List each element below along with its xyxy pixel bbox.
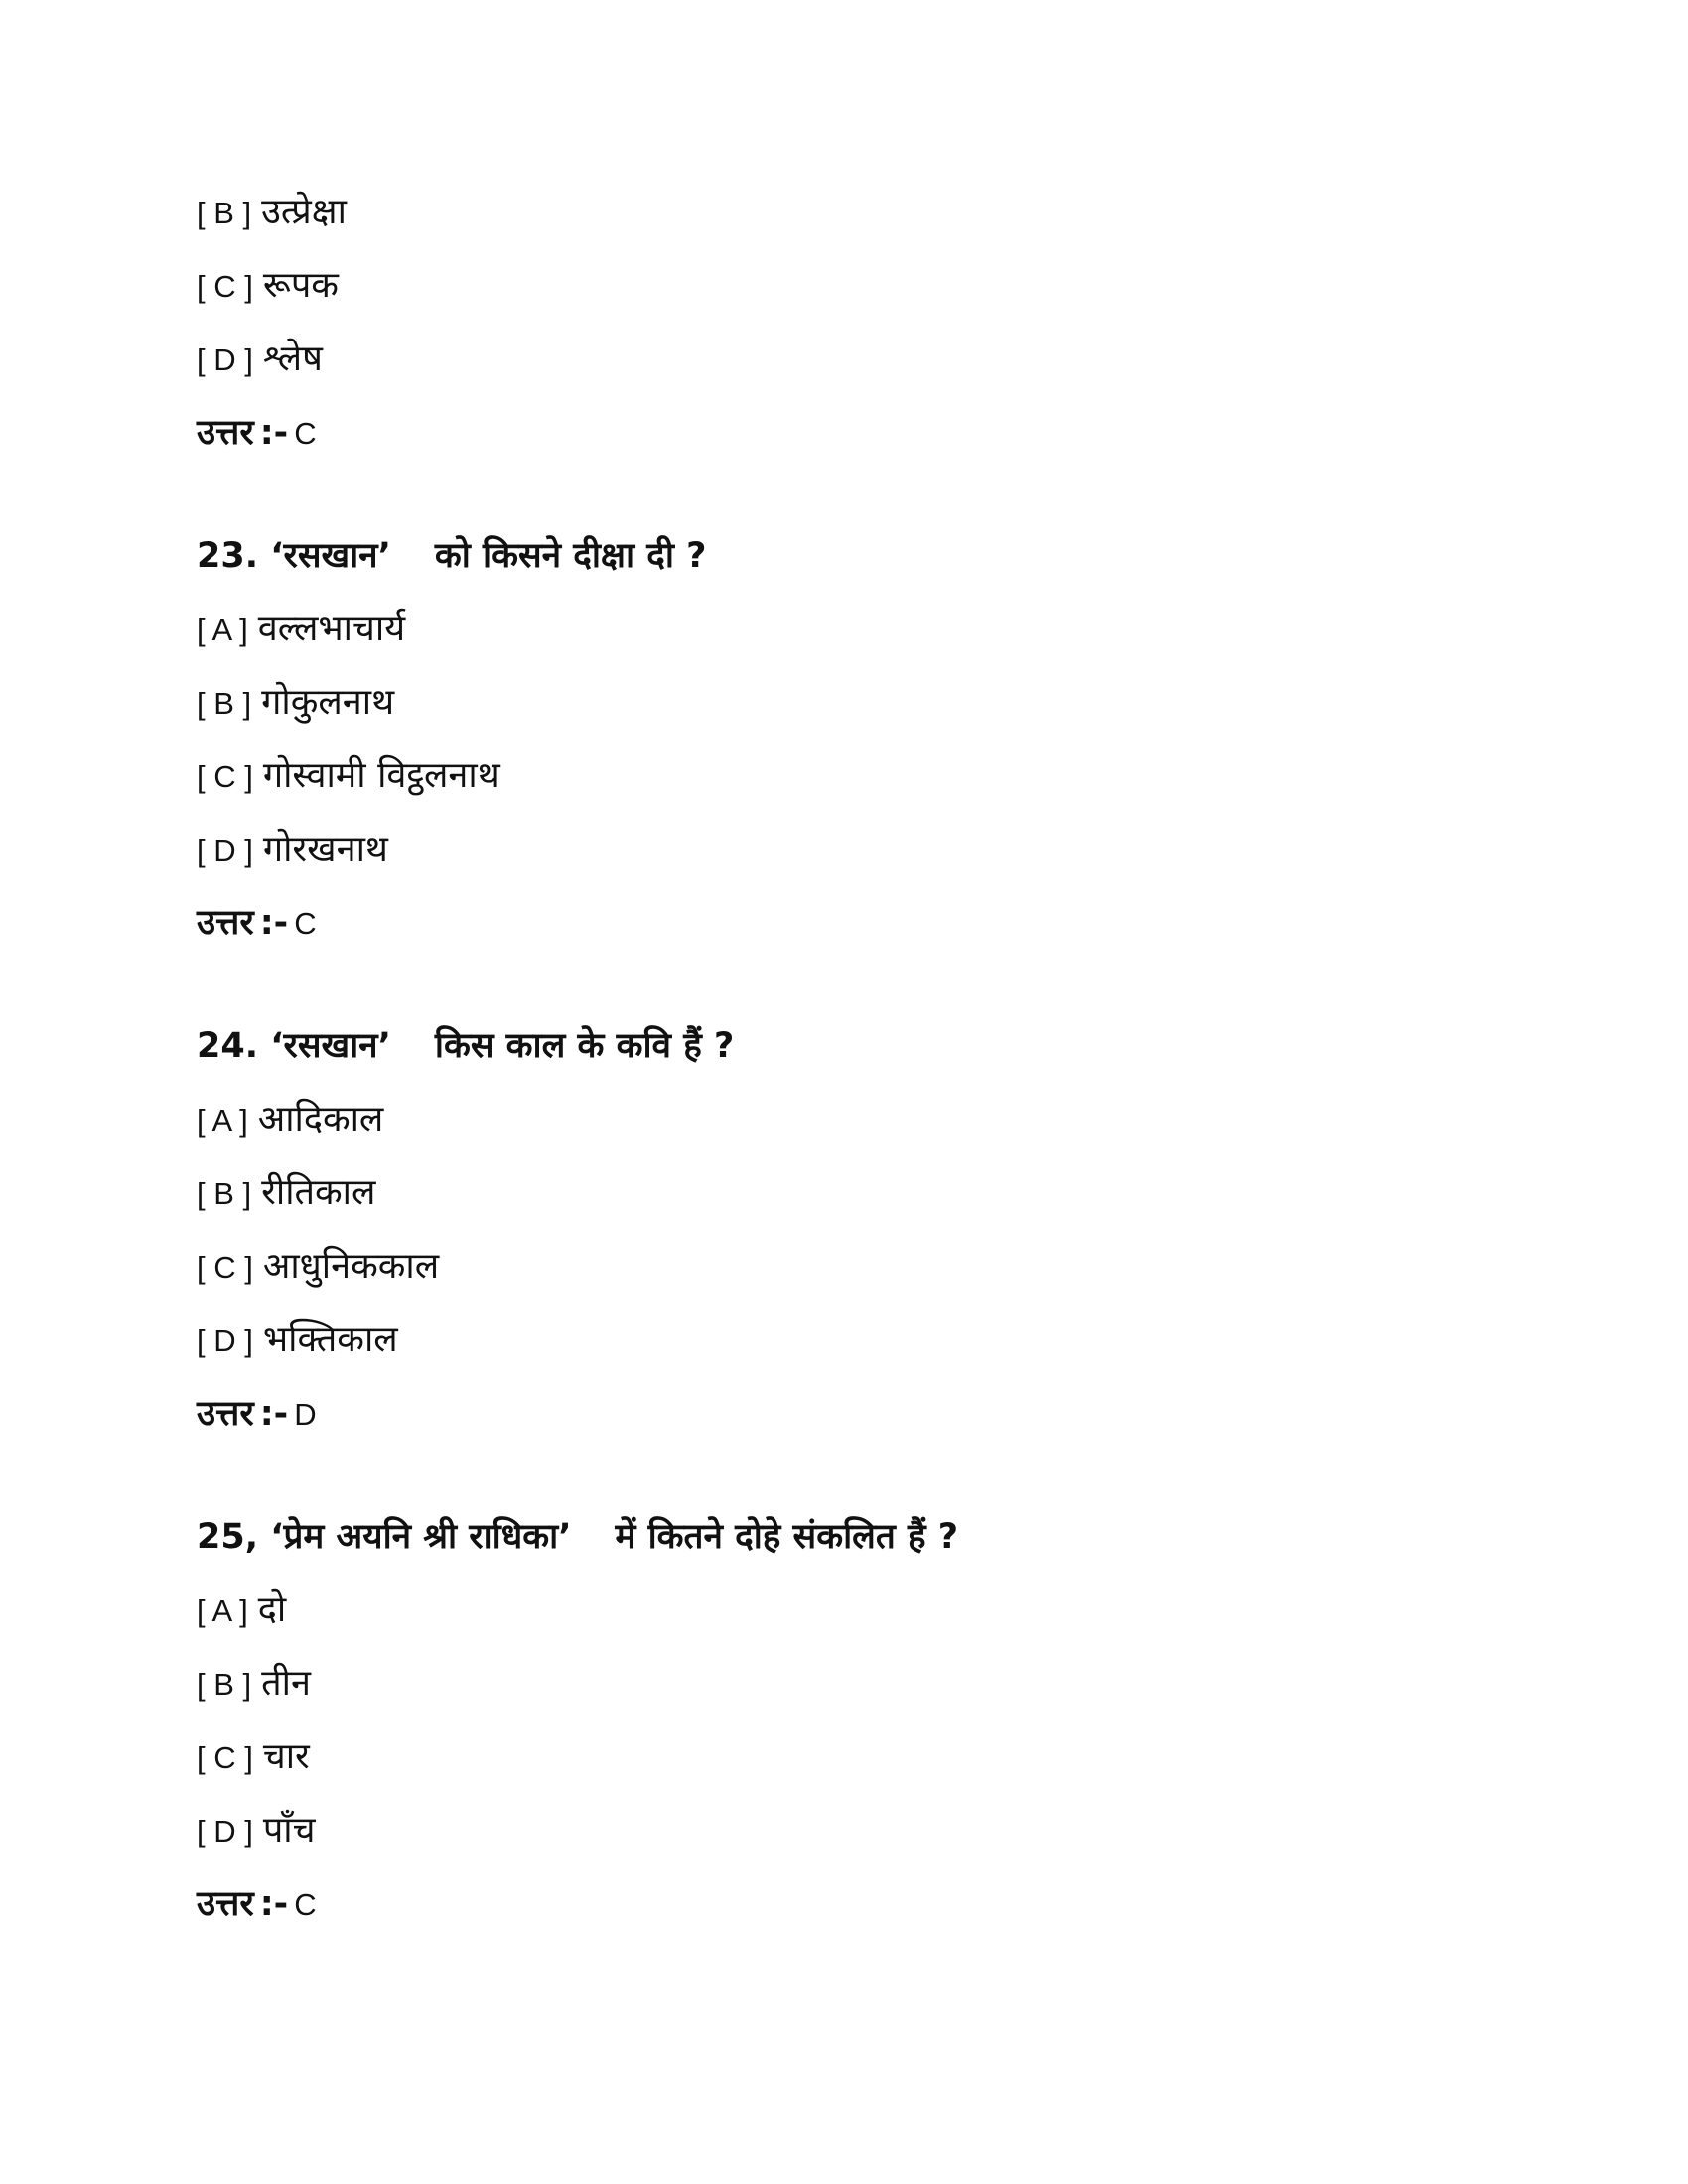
option-text: श्लेष <box>262 339 323 379</box>
option-line <box>197 1733 1487 1807</box>
option-line <box>197 1096 1487 1169</box>
spacer <box>197 1463 1487 1513</box>
option-key: [ C ] <box>197 759 253 794</box>
answer-label: उत्तर <box>197 903 254 943</box>
option-key: [ B ] <box>197 196 252 230</box>
answer-line <box>197 899 1487 973</box>
answer-value: C <box>294 1887 317 1922</box>
question-number: 24. <box>197 1026 259 1066</box>
answer-line <box>197 1390 1487 1463</box>
option-key: [ B ] <box>197 1667 252 1702</box>
option-line <box>197 1660 1487 1733</box>
option-text: रीतिकाल <box>261 1172 376 1213</box>
option-text: तीन <box>261 1663 311 1704</box>
option-key: [ C ] <box>197 269 253 304</box>
option-key: [ A ] <box>197 1103 248 1138</box>
option-line <box>197 1169 1487 1243</box>
option-line <box>197 1586 1487 1660</box>
answer-value: D <box>294 1397 317 1432</box>
spacer <box>197 973 1487 1023</box>
option-line <box>197 679 1487 752</box>
question-text: किस काल के कवि हैं ? <box>434 1026 735 1066</box>
answer-line <box>197 1880 1487 1954</box>
question-quoted-term: ‘रसखान’ <box>270 1026 391 1066</box>
question-block-23 <box>197 532 1487 973</box>
question-heading <box>197 1023 1487 1096</box>
spacer <box>197 482 1487 532</box>
answer-label: उत्तर <box>197 1394 254 1433</box>
option-line <box>197 1243 1487 1316</box>
option-text: गोरखनाथ <box>262 829 388 870</box>
option-text: आदिकाल <box>257 1099 384 1140</box>
answer-value: C <box>294 416 317 451</box>
question-block-24 <box>197 1023 1487 1463</box>
question-number: 23. <box>197 536 259 576</box>
answer-line <box>197 409 1487 482</box>
option-line <box>197 606 1487 679</box>
option-key: [ D ] <box>197 1323 253 1358</box>
question-text: को किसने दीक्षा दी ? <box>434 536 707 576</box>
answer-separator: :- <box>259 1394 289 1433</box>
option-text: चार <box>262 1736 310 1777</box>
option-text: रूपक <box>262 265 339 306</box>
option-text: वल्लभाचार्य <box>257 609 406 649</box>
option-line <box>197 826 1487 899</box>
option-text: आधुनिककाल <box>262 1246 440 1287</box>
document-page <box>197 189 1487 1954</box>
question-heading <box>197 1513 1487 1586</box>
option-text: दो <box>257 1589 287 1630</box>
option-key: [ D ] <box>197 833 253 868</box>
answer-label: उत्तर <box>197 413 254 453</box>
option-key: [ B ] <box>197 1176 252 1211</box>
option-text: भक्तिकाल <box>262 1319 398 1360</box>
option-line <box>197 1316 1487 1390</box>
prev-question-block <box>197 189 1487 482</box>
answer-separator: :- <box>259 903 289 943</box>
option-key: [ A ] <box>197 1593 248 1628</box>
option-line <box>197 1807 1487 1880</box>
option-line <box>197 752 1487 826</box>
question-quoted-term: ‘रसखान’ <box>270 536 391 576</box>
answer-label: उत्तर <box>197 1884 254 1924</box>
question-heading <box>197 532 1487 606</box>
option-key: [ C ] <box>197 1250 253 1285</box>
option-line <box>197 262 1487 336</box>
option-key: [ D ] <box>197 1814 253 1848</box>
question-number: 25, <box>197 1517 259 1557</box>
question-text: में कितने दोहे संकलित हैं ? <box>615 1517 959 1557</box>
option-key: [ D ] <box>197 342 253 377</box>
answer-separator: :- <box>259 1884 289 1924</box>
option-key: [ A ] <box>197 613 248 647</box>
option-text: गोस्वामी विट्ठलनाथ <box>262 755 500 796</box>
option-text: उत्प्रेक्षा <box>261 192 347 232</box>
question-block-25 <box>197 1513 1487 1954</box>
option-text: गोकुलनाथ <box>261 682 395 723</box>
option-text: पाँच <box>262 1810 316 1850</box>
answer-value: C <box>294 906 317 941</box>
option-line <box>197 189 1487 262</box>
option-line <box>197 336 1487 409</box>
option-key: [ B ] <box>197 686 252 721</box>
option-key: [ C ] <box>197 1740 253 1775</box>
answer-separator: :- <box>259 413 289 453</box>
question-quoted-term: ‘प्रेम अयनि श्री राधिका’ <box>270 1517 572 1557</box>
